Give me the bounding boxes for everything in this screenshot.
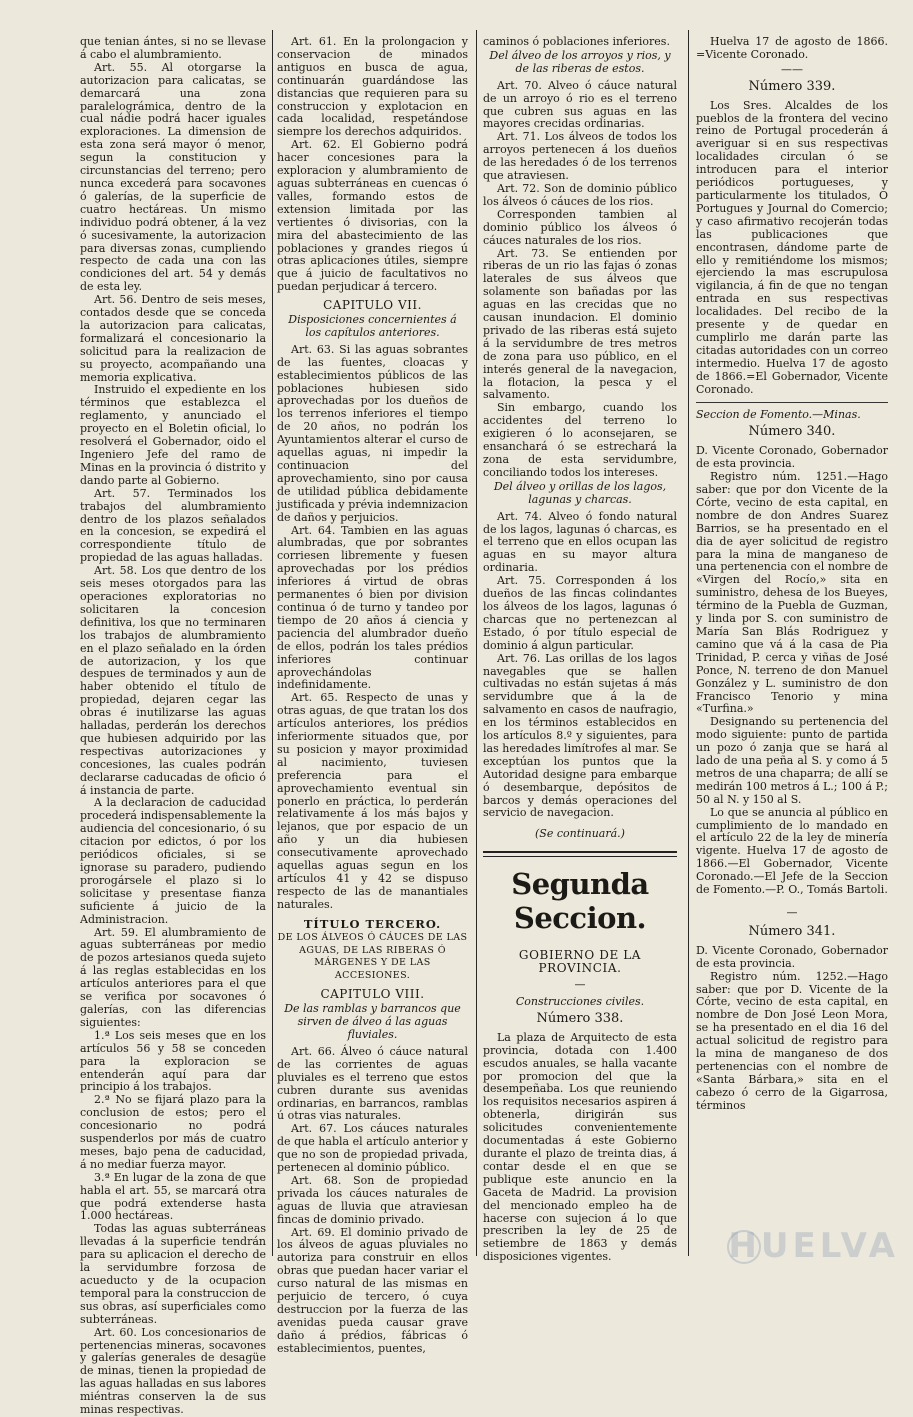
- paragraph: 2.ª No se fijará plazo para la conclusion de estos; pero el concesionario no podrá suspenderlos por más de cuatro meses, bajo pena de caducidad, á no mediar fuerza mayor.: [80, 1093, 266, 1171]
- section-heading: Seccion de Fomento.—Minas.: [696, 408, 861, 422]
- section-divider: [483, 851, 677, 857]
- divider: [696, 402, 888, 403]
- paragraph: Art. 57. Terminados los trabajos del alumbramiento dentro de los plazos señalados en la concesion, se expedirá el correspondiente título de propiedad de las aguas halladas.: [80, 486, 266, 565]
- subsection-heading: Construcciones civiles.: [515, 995, 645, 1008]
- paragraph: Corresponden tambien al dominio público los álveos ó cáuces naturales de los rios.: [483, 207, 677, 247]
- paragraph: Art. 55. Al otorgarse la autorizacion para calicatas, se demarcará una zona paralelográmica, dentro de la cual nádie podrá hacer iguales exploraciones. La dimension de esta zona será mayor ó menor, segun la constitucion y circunstancias del terreno; pero nunca excederá para socavones ó galerías, de la superficie de cuatro hectáreas. Un mismo individuo podrá obtener, á la vez ó sucesivamente, la autorizacion para diversas zonas, cumpliendo respecto de cada una con las condiciones del art. 54 y demás de esta ley.: [80, 60, 266, 294]
- paragraph: Art. 64. Tambien en las aguas alumbradas, que por sobrantes corriesen libremente y fuesen aprovechadas por los prédios inferiores á virtud de obras permanentes ó bien por division continua ó de turno y tandeo por tiempo de 20 años á ciencia y paciencia del alumbrador dueño de ellos, podrán los tales prédios inferiores continuar aprovechándolas indefinidamente.: [277, 523, 468, 692]
- paragraph: Art. 74. Alveo ó fondo natural de los lagos, lagunas ó charcas, es el terreno que en ellos ocupan las aguas en su mayor altura ordinaria.: [483, 509, 677, 575]
- paragraph: Designando su pertenencia del modo siguiente: punto de partida un pozo ó zanja que se hará al lado de una peña al S. y como á 5 metros de una chaparra; de allí se medirán 100 metros á L.; 100 á P.; 50 al N. y 150 al S.: [696, 715, 888, 806]
- section-subtitle: Del álveo de los arroyos y rios, y de las riberas de estos.: [489, 48, 671, 75]
- paragraph: Art. 63. Si las aguas sobrantes de las fuentes, cloacas y establecimientos públicos de las poblaciones hubiesen sido aprovechadas por los dueños de los terrenos inferiores el tiempo de 20 años, no podrán los Ayuntamientos alterar el curso de aquellas aguas, ni impedir la continuacion del aprovechamiento, sino por causa de utilidad pública debidamente justificada y prévia indemnizacion de daños y perjuicios.: [277, 342, 468, 524]
- chapter-heading: CAPITULO VII.: [323, 298, 422, 313]
- notice-number: Número 340.: [748, 424, 836, 440]
- paragraph: La plaza de Arquitecto de esta provincia, dotada con 1.400 escudos anuales, se halla vacante por promocion del que la desempeñaba. Los que reuniendo los requisitos necesarios aspiren á obtenerla, dirigirán sus solicitudes convenientemente documentadas á este Gobierno durante el plazo de treinta dias, á contar desde el en que se publique este anuncio en la Gaceta de Madrid. La provision del mencionado empleo ha de hacerse con sujecion á lo que prescriben la ley de 25 de setiembre de 1863 y demás disposiciones vigentes.: [483, 1030, 677, 1264]
- paragraph: Art. 61. En la prolongacion y conservacion de minados antiguos en busca de agua, continuarán guardándose las distancias que requieren para su construccion y explotacion en cada localidad, respetándose siempre los derechos adquiridos.: [277, 35, 468, 139]
- paragraph: Art. 70. Alveo ó cáuce natural de un arroyo ó rio es el terreno que cubren sus aguas en las mayores crecidas ordinarias.: [483, 78, 677, 131]
- column-4: [696, 36, 888, 1266]
- paragraph: Instruido el expediente en los términos que establezca el reglamento, y anunciado el proyecto en el Boletin oficial, lo resolverá el Gobernador, oido el Ingeniero Jefe del ramo de Minas en la provincia ó distrito y dando parte al Gobierno.: [80, 383, 266, 487]
- chapter-subtitle: De las ramblas y barrancos que sirven de álveo á las aguas fluviales.: [284, 1002, 461, 1041]
- paragraph: 1.ª Los seis meses que en los artículos 56 y 58 se conceden para la exploracion se entenderán aquí para dar principio á los trabajos.: [80, 1028, 266, 1094]
- paragraph: que tenian ántes, si no se llevase á cabo el alumbramiento.: [80, 35, 266, 61]
- chapter-subtitle: Disposiciones concernientes á los capítulos anteriores.: [288, 313, 457, 339]
- signature-line: Huelva 17 de agosto de 1866. =Vicente Coronado.: [696, 35, 888, 61]
- paragraph: A la declaracion de caducidad procederá indispensablemente la audiencia del concesionario, ó su citacion por edictos, ó por los periódicos oficiales, si se ignorase su paradero, pudiendo prorogársele el plazo si lo solicitase y presentase fianza suficiente á juicio de la Administracion.: [80, 796, 266, 926]
- paragraph: caminos ó poblaciones inferiores.: [483, 35, 670, 48]
- paragraph: Art. 76. Las orillas de los lagos navegables que se hallen cultivadas no están sujetas á más servidumbre que á la de salvamento en casos de naufragio, en los términos establecidos en los artículos 8.º y siguientes, para las heredades limítrofes al mar. Se exceptúan los puntos que la Autoridad designe para embarque ó desembarque, depósitos de barcos y demás operaciones del servicio de navegacion.: [483, 651, 677, 820]
- column-rule: [476, 30, 477, 1256]
- title-heading: TÍTULO TERCERO.: [303, 916, 442, 931]
- column-2: [277, 35, 468, 1355]
- paragraph: Art. 60. Los concesionarios de pertenencias mineras, socavones y galerías generales de desagüe de minas, tienen la propiedad de las aguas halladas en sus labores miéntras conserven la de sus minas respectivas.: [80, 1325, 266, 1417]
- paragraph: Todas las aguas subterráneas llevadas á la superficie tendrán para su aplicacion el derecho de la servidumbre forzosa de acueducto y de la ocupacion temporal para la construccion de sus obras, así superficiales como subterráneas.: [80, 1222, 266, 1326]
- paragraph: Art. 65. Respecto de unas y otras aguas, de que tratan los dos artículos anteriores, los prédios inferiormente situados que, por su posicion y mayor proximidad al nacimiento, tuviesen preferencia para el aprovechamiento eventual sin ponerlo en práctica, lo perderán relativamente á los más bajos y lejanos, que por espacio de un año y un dia hubiesen consecutivamente aprovechado aquellas aguas segun en los artículos 41 y 42 se dispuso respecto de las de manantiales naturales.: [277, 691, 468, 911]
- paragraph: Art. 75. Corresponden á los dueños de las fincas colindantes los álveos de los lagos, lagunas ó charcas que no pertenezcan al Estado, ó por título especial de dominio á algun particular.: [483, 574, 677, 652]
- paragraph: Art. 66. Álveo ó cáuce natural de las corrientes de aguas pluviales es el terreno que estos cubren durante sus avenidas ordinarias, en barrancos, ramblas ú otras vias naturales.: [277, 1044, 468, 1123]
- section-heading: Segunda Seccion.: [511, 867, 649, 936]
- paragraph: Art. 58. Los que dentro de los seis meses otorgados para las operaciones exploratorias no solicitaren la concesion definitiva, los que no terminaren los trabajos de alumbramiento en el plazo señalado en la órden de autorizacion, y los que despues de terminados y aun de haber obtenido el título de propiedad, dejaren cegar las obras é inutilizarse las aguas halladas, perderán los derechos que hubiesen adquirido por las respectivas autorizaciones y concesiones, las cuales podrán declararse caducadas de oficio ó á instancia de parte.: [80, 564, 266, 797]
- divider: —: [786, 906, 798, 919]
- section-subtitle: Del álveo y orillas de los lagos, lagunas y charcas.: [493, 479, 667, 506]
- watermark: HUELVA: [728, 1226, 899, 1266]
- official-heading: D. Vicente Coronado, Gobernador de esta provincia.: [696, 943, 888, 970]
- notice-number: Número 341.: [748, 923, 836, 939]
- paragraph: Art. 72. Son de dominio público los álveos ó cáuces de los rios.: [483, 181, 677, 208]
- paragraph: Registro núm. 1251.—Hago saber: que por don Vicente de la Córte, vecino de esta capital, en nombre de don Andres Suarez Barrios, se ha presentado en el dia de ayer solicitud de registro para la mina de manganeso de una pertenencia con el nombre de «Virgen del Rocío,» sita en suministro, dehesa de los Bueyes, término de la Puebla de Guzman, y linda por S. con suministro de María San Blás Rodriguez y camino que vá á la casa de Pia Trinidad, P. cerca y viñas de José Ponce, N. terreno de don Manuel González y L. suministro de don Francisco Tenorio y mina «Turfina.»: [696, 470, 888, 716]
- official-heading: D. Vicente Coronado, Gobernador de esta provincia.: [696, 444, 888, 471]
- divider: ——: [781, 62, 803, 76]
- paragraph: 3.ª En lugar de la zona de que habla el art. 55, se marcará otra que podrá extenderse hasta 1.000 hectáreas.: [80, 1170, 266, 1223]
- column-3: [483, 36, 677, 1266]
- paragraph: Art. 62. El Gobierno podrá hacer concesiones para la exploracion y alumbramiento de aguas subterráneas en cuencas ó valles, formando estos de extension limitada por las vertientes ó divisorias, con la mira del abastecimiento de las poblaciones y grandes riegos ú otras aplicaciones útiles, siempre que á juicio de facultativos no puedan perjudicar á tercero.: [277, 138, 468, 294]
- paragraph: Art. 69. El dominio privado de los álveos de aguas pluviales no autoriza para construir en ellos obras que puedan hacer variar el curso natural de las mismas en perjuicio de tercero, ó cuya destruccion por la fuerza de las avenidas pueda causar grave daño á prédios, fábricas ó establecimientos, puentes,: [277, 1225, 468, 1355]
- paragraph: Registro núm. 1252.—Hago saber: que por D. Vicente de la Córte, vecino de esta capital, en nombre de Don José Leon Mora, se ha presentado en el dia 16 del actual solicitud de registro para la mina de manganeso de dos pertenencias con el nombre de «Santa Bárbara,» sita en el cabezo ó cerro de la Gigarrosa, términos: [696, 969, 888, 1112]
- chapter-heading: CAPITULO VIII.: [320, 987, 425, 1002]
- divider: —: [574, 978, 586, 992]
- paragraph: Art. 59. El alumbramiento de aguas subterráneas por medio de pozos artesianos queda sujeto á las reglas establecidas en los artículos anteriores para el que se verifica por socavones ó galerías, con las diferencias siguientes:: [80, 925, 266, 1029]
- paragraph: Art. 67. Los cáuces naturales de que habla el artículo anterior y que no son de propiedad privada, pertenecen al dominio público.: [277, 1122, 468, 1175]
- column-rule: [688, 30, 689, 1256]
- paragraph: Art. 56. Dentro de seis meses, contados desde que se conceda la autorizacion para calicatas, formalizará el concesionario la solicitud para la realizacion de su proyecto, acompañando una memoria explicativa.: [80, 293, 266, 384]
- paragraph: Sin embargo, cuando los accidentes del terreno lo exigieren ó lo aconsejaren, se ensanchará ó se estrechará la zona de esta servidumbre, conciliando todos los intereses.: [483, 401, 677, 479]
- paragraph: Art. 71. Los álveos de todos los arroyos pertenecen á los dueños de las heredades ó de los terrenos que atraviesen.: [483, 130, 677, 183]
- notice-number: Número 339.: [748, 78, 836, 94]
- paragraph: Lo que se anuncia al público en cumplimiento de lo mandado en el artículo 22 de la ley de minería vigente. Huelva 17 de agosto de 1866.—El Gobernador, Vicente Coronado.—El Jefe de la Seccion de Fomento.—P. O., Tomás Bartoli.: [696, 805, 888, 897]
- column-1: [80, 35, 266, 1417]
- paragraph: Art. 73. Se entienden por riberas de un rio las fajas ó zonas laterales de sus álveos que solamente son bañadas por las aguas en las crecidas que no causan inundacion. El dominio privado de las riberas está sujeto á la servidumbre de tres metros de zona para uso público, en el interés general de la navegacion, la flotacion, la pesca y el salvamento.: [483, 246, 677, 402]
- notice-number: Número 338.: [536, 1010, 624, 1026]
- paragraph: Los Sres. Alcaldes de los pueblos de la frontera del vecino reino de Portugal procederán á averiguar si en sus respectivas localidades circulan ó se introducen para el interior periódicos portugueses, y particularmente los titulados, Ó Portugues y Journal do Comercio; y caso afirmativo recojerán todas las publicaciones que encontrasen, dándome parte de ello y remitiéndome los mismos; ejerciendo la mas escrupulosa vigilancia, á fin de que no tengan entrada en sus respectivas localidades. Del recibo de la presente y de quedar en cumplirlo me darán parte las citadas autoridades con un correo intermedio. Huelva 17 de agosto de 1866.=El Gobernador, Vicente Coronado.: [696, 98, 888, 396]
- paragraph: Art. 68. Son de propiedad privada los cáuces naturales de aguas de lluvia que atraviesan fincas de dominio privado.: [277, 1173, 468, 1226]
- continued-note: (Se continuará.): [535, 827, 625, 841]
- column-rule: [272, 30, 273, 1256]
- government-heading: GOBIERNO DE LA PROVINCIA.: [518, 948, 642, 976]
- title-subtitle: DE LOS ÁLVEOS Ó CÁUCES DE LAS AGUAS, DE LAS RIBERAS Ó MÁRGENES Y DE LAS ACCESIONES.: [277, 931, 468, 982]
